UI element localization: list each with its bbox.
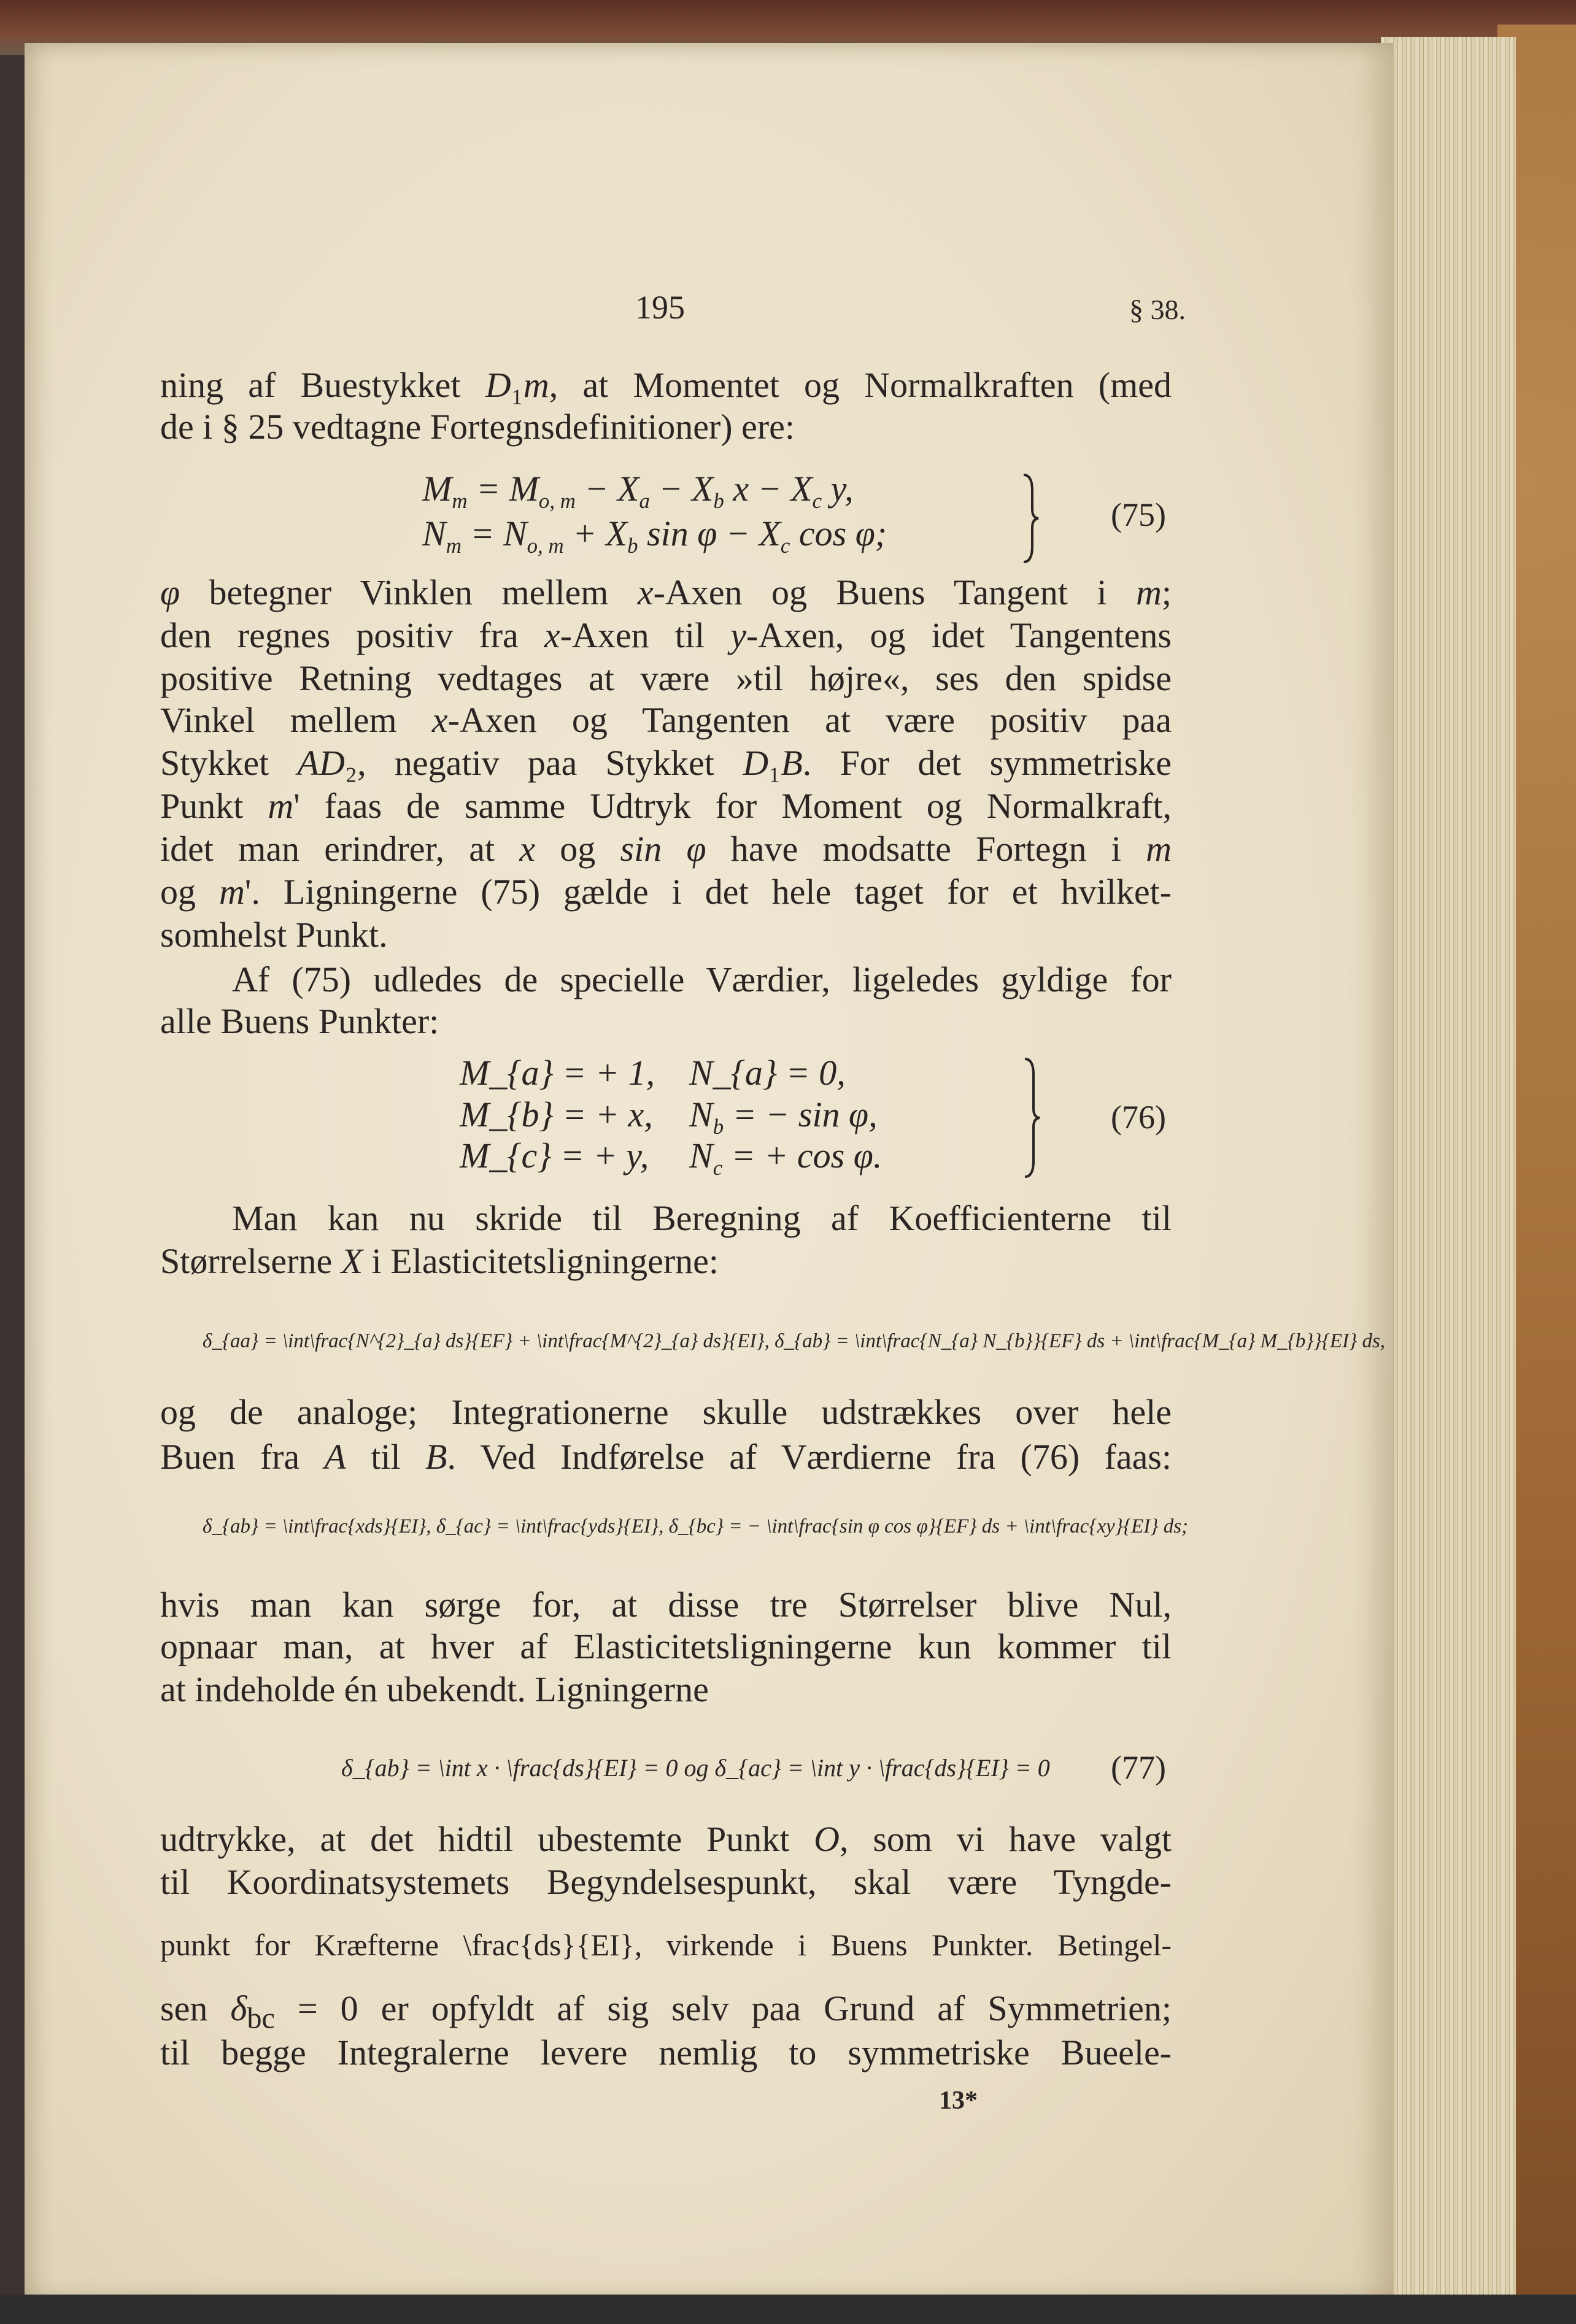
text-line: og de analoge; Integrationerne skulle udstrækkes over hele: [160, 1392, 1172, 1432]
text-line: Størrelserne X i Elasticitetsligningerne:: [160, 1241, 719, 1281]
text-line: opnaar man, at hver af Elasticitetsligningerne kun kommer til: [160, 1626, 1172, 1666]
text-line: og m'. Ligningerne (75) gælde i det hele taget for et hvilket-: [160, 872, 1172, 912]
text-line: til Koordinatsystemets Begyndelsespunkt, skal være Tyngde-: [160, 1862, 1172, 1902]
text-line: Man kan nu skride til Beregning af Koefficienterne til: [232, 1198, 1172, 1238]
text-line: Vinkel mellem x-Axen og Tangenten at være positiv paa: [160, 700, 1172, 740]
equation-76-cell: M_{a} = + 1,: [460, 1053, 655, 1093]
text-line: somhelst Punkt.: [160, 915, 388, 955]
page-number: 195: [635, 289, 685, 326]
text-line: udtrykke, at det hidtil ubestemte Punkt O, som vi have valgt: [160, 1819, 1172, 1859]
equation-75-line-1: $M_m = M_{o, m} - X_a - X_b$ $x - X_c$ y,: [422, 469, 854, 514]
right-brace-icon: [1020, 1056, 1045, 1179]
equation-76-cell: M_{b} = + x,: [460, 1095, 653, 1134]
text-line: Stykket AD₂, negativ paa Stykket D₁B. For det symmetriske: [160, 743, 1172, 783]
equation-76-cell: $N_b$ = − sin φ,: [689, 1095, 878, 1139]
text-line: sen $\delta_{bc} = 0$ er opfyldt af sig selv paa Grund af Symmetrien;: [160, 1988, 1172, 2035]
text-line: til begge Integralerne levere nemlig to symmetriske Bueele-: [160, 2033, 1172, 2072]
equation-number: (75): [1111, 496, 1166, 533]
equation-76-cell: $N_c$ = + cos φ.: [689, 1136, 883, 1180]
text-line: den regnes positiv fra x-Axen til y-Axen, og idet Tangentens: [160, 615, 1172, 655]
equation-delta-aa-ab: δ_{aa} = \int\frac{N^{2}_{a} ds}{EF} + \int\frac{M^{2}_{a} ds}{EI}, δ_{ab} = \int\frac{N_{a} N_{b}}{EF} ds + \int\frac{M_{a} M_{b}}{EI} ds,: [203, 1330, 1386, 1352]
right-brace-icon: [1019, 472, 1043, 564]
text-line: alle Buens Punkter:: [160, 1001, 439, 1041]
equation-76-cell: M_{c} = + y,: [460, 1136, 649, 1175]
text-line: Af (75) udledes de specielle Værdier, ligeledes gyldige for: [232, 960, 1172, 999]
equation-number: (77): [1111, 1749, 1166, 1786]
text-line: positive Retning vedtages at være »til højre«, ses den spidse: [160, 658, 1172, 698]
equation-number: (76): [1111, 1099, 1166, 1136]
text-line: de i § 25 vedtagne Fortegnsdefinitioner) ere:: [160, 407, 795, 447]
text-line: Punkt m' faas de samme Udtryk for Moment og Normalkraft,: [160, 786, 1172, 826]
text-line: φ betegner Vinklen mellem x-Axen og Buens Tangent i m;: [160, 572, 1172, 612]
scan-background: [0, 2295, 1576, 2324]
text-line: idet man erindrer, at x og sin φ have modsatte Fortegn i m: [160, 829, 1172, 869]
equation-delta-ab-ac-bc: δ_{ab} = \int\frac{xds}{EI}, δ_{ac} = \int\frac{yds}{EI}, δ_{bc} = − \int\frac{sin φ cos φ}{EF} ds + \int\frac{xy}{EI} ds;: [203, 1515, 1189, 1537]
section-marker: § 38.: [1129, 294, 1186, 325]
text-line: ning af Buestykket D₁m, at Momentet og Normalkraften (med: [160, 365, 1172, 405]
text-line: hvis man kan sørge for, at disse tre Størrelser blive Nul,: [160, 1585, 1172, 1625]
signature-mark: 13*: [939, 2087, 978, 2115]
text-line: at indeholde én ubekendt. Ligningerne: [160, 1669, 709, 1709]
equation-75-line-2: $N_m = N_{o, m} + X_b$ $\sin \varphi - X_c$ cos φ;: [422, 514, 887, 558]
text-line: punkt for Kræfterne \frac{ds}{EI}, virkende i Buens Punkter. Betingel-: [160, 1928, 1172, 1962]
text-line: Buen fra A til B. Ved Indførelse af Værdierne fra (76) faas:: [160, 1437, 1172, 1477]
page-stack-edges: [1381, 37, 1516, 2301]
equation-77: δ_{ab} = \int x · \frac{ds}{EI} = 0 og δ_{ac} = \int y · \frac{ds}{EI} = 0: [341, 1754, 1050, 1782]
equation-76-cell: N_{a} = 0,: [689, 1053, 846, 1093]
